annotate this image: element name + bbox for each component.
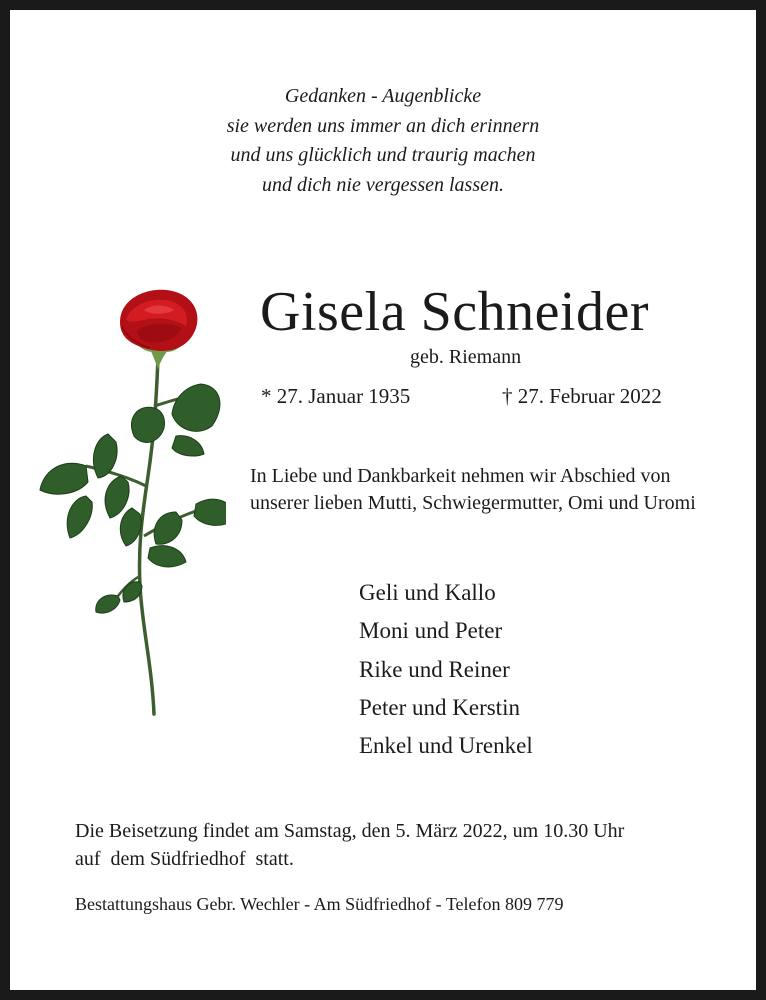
farewell-text: In Liebe und Dankbarkeit nehmen wir Abschied von unserer lieben Mutti, Schwiegermutter, Omi und Uromi — [250, 465, 696, 514]
undertaker-info: Bestattungshaus Gebr. Wechler - Am Südfriedhof - Telefon 809 779 — [75, 894, 564, 914]
memorial-poem — [10, 82, 756, 200]
mourner-entry: Moni und Peter — [359, 618, 503, 644]
poem-line: und dich nie vergessen lassen. — [262, 173, 504, 196]
mourner-entry: Peter und Kerstin — [359, 694, 520, 720]
maiden-name: geb. Riemann — [410, 346, 522, 368]
mourner-entry: Enkel und Urenkel — [359, 733, 533, 759]
mourners-list — [359, 574, 533, 765]
poem-line: Gedanken - Augenblicke — [284, 85, 482, 107]
obituary-notice — [10, 10, 756, 990]
poem-line: sie werden uns immer an dich erinnern — [226, 114, 540, 137]
funeral-line: Die Beisetzung findet am Samstag, den 5. März 2022, um 10.30 Uhr — [75, 820, 625, 842]
funeral-line: auf dem Südfriedhof statt. — [75, 848, 294, 870]
red-rose-icon — [26, 286, 226, 716]
birth-date: * 27. Januar 1935 — [261, 384, 411, 408]
death-date: † 27. Februar 2022 — [502, 384, 662, 408]
deceased-name: Gisela Schneider — [260, 281, 649, 343]
funeral-info — [75, 817, 624, 873]
mourner-entry: Rike und Reiner — [359, 656, 510, 682]
mourner-entry: Geli und Kallo — [359, 580, 496, 605]
poem-line: und uns glücklich und traurig machen — [230, 144, 536, 166]
